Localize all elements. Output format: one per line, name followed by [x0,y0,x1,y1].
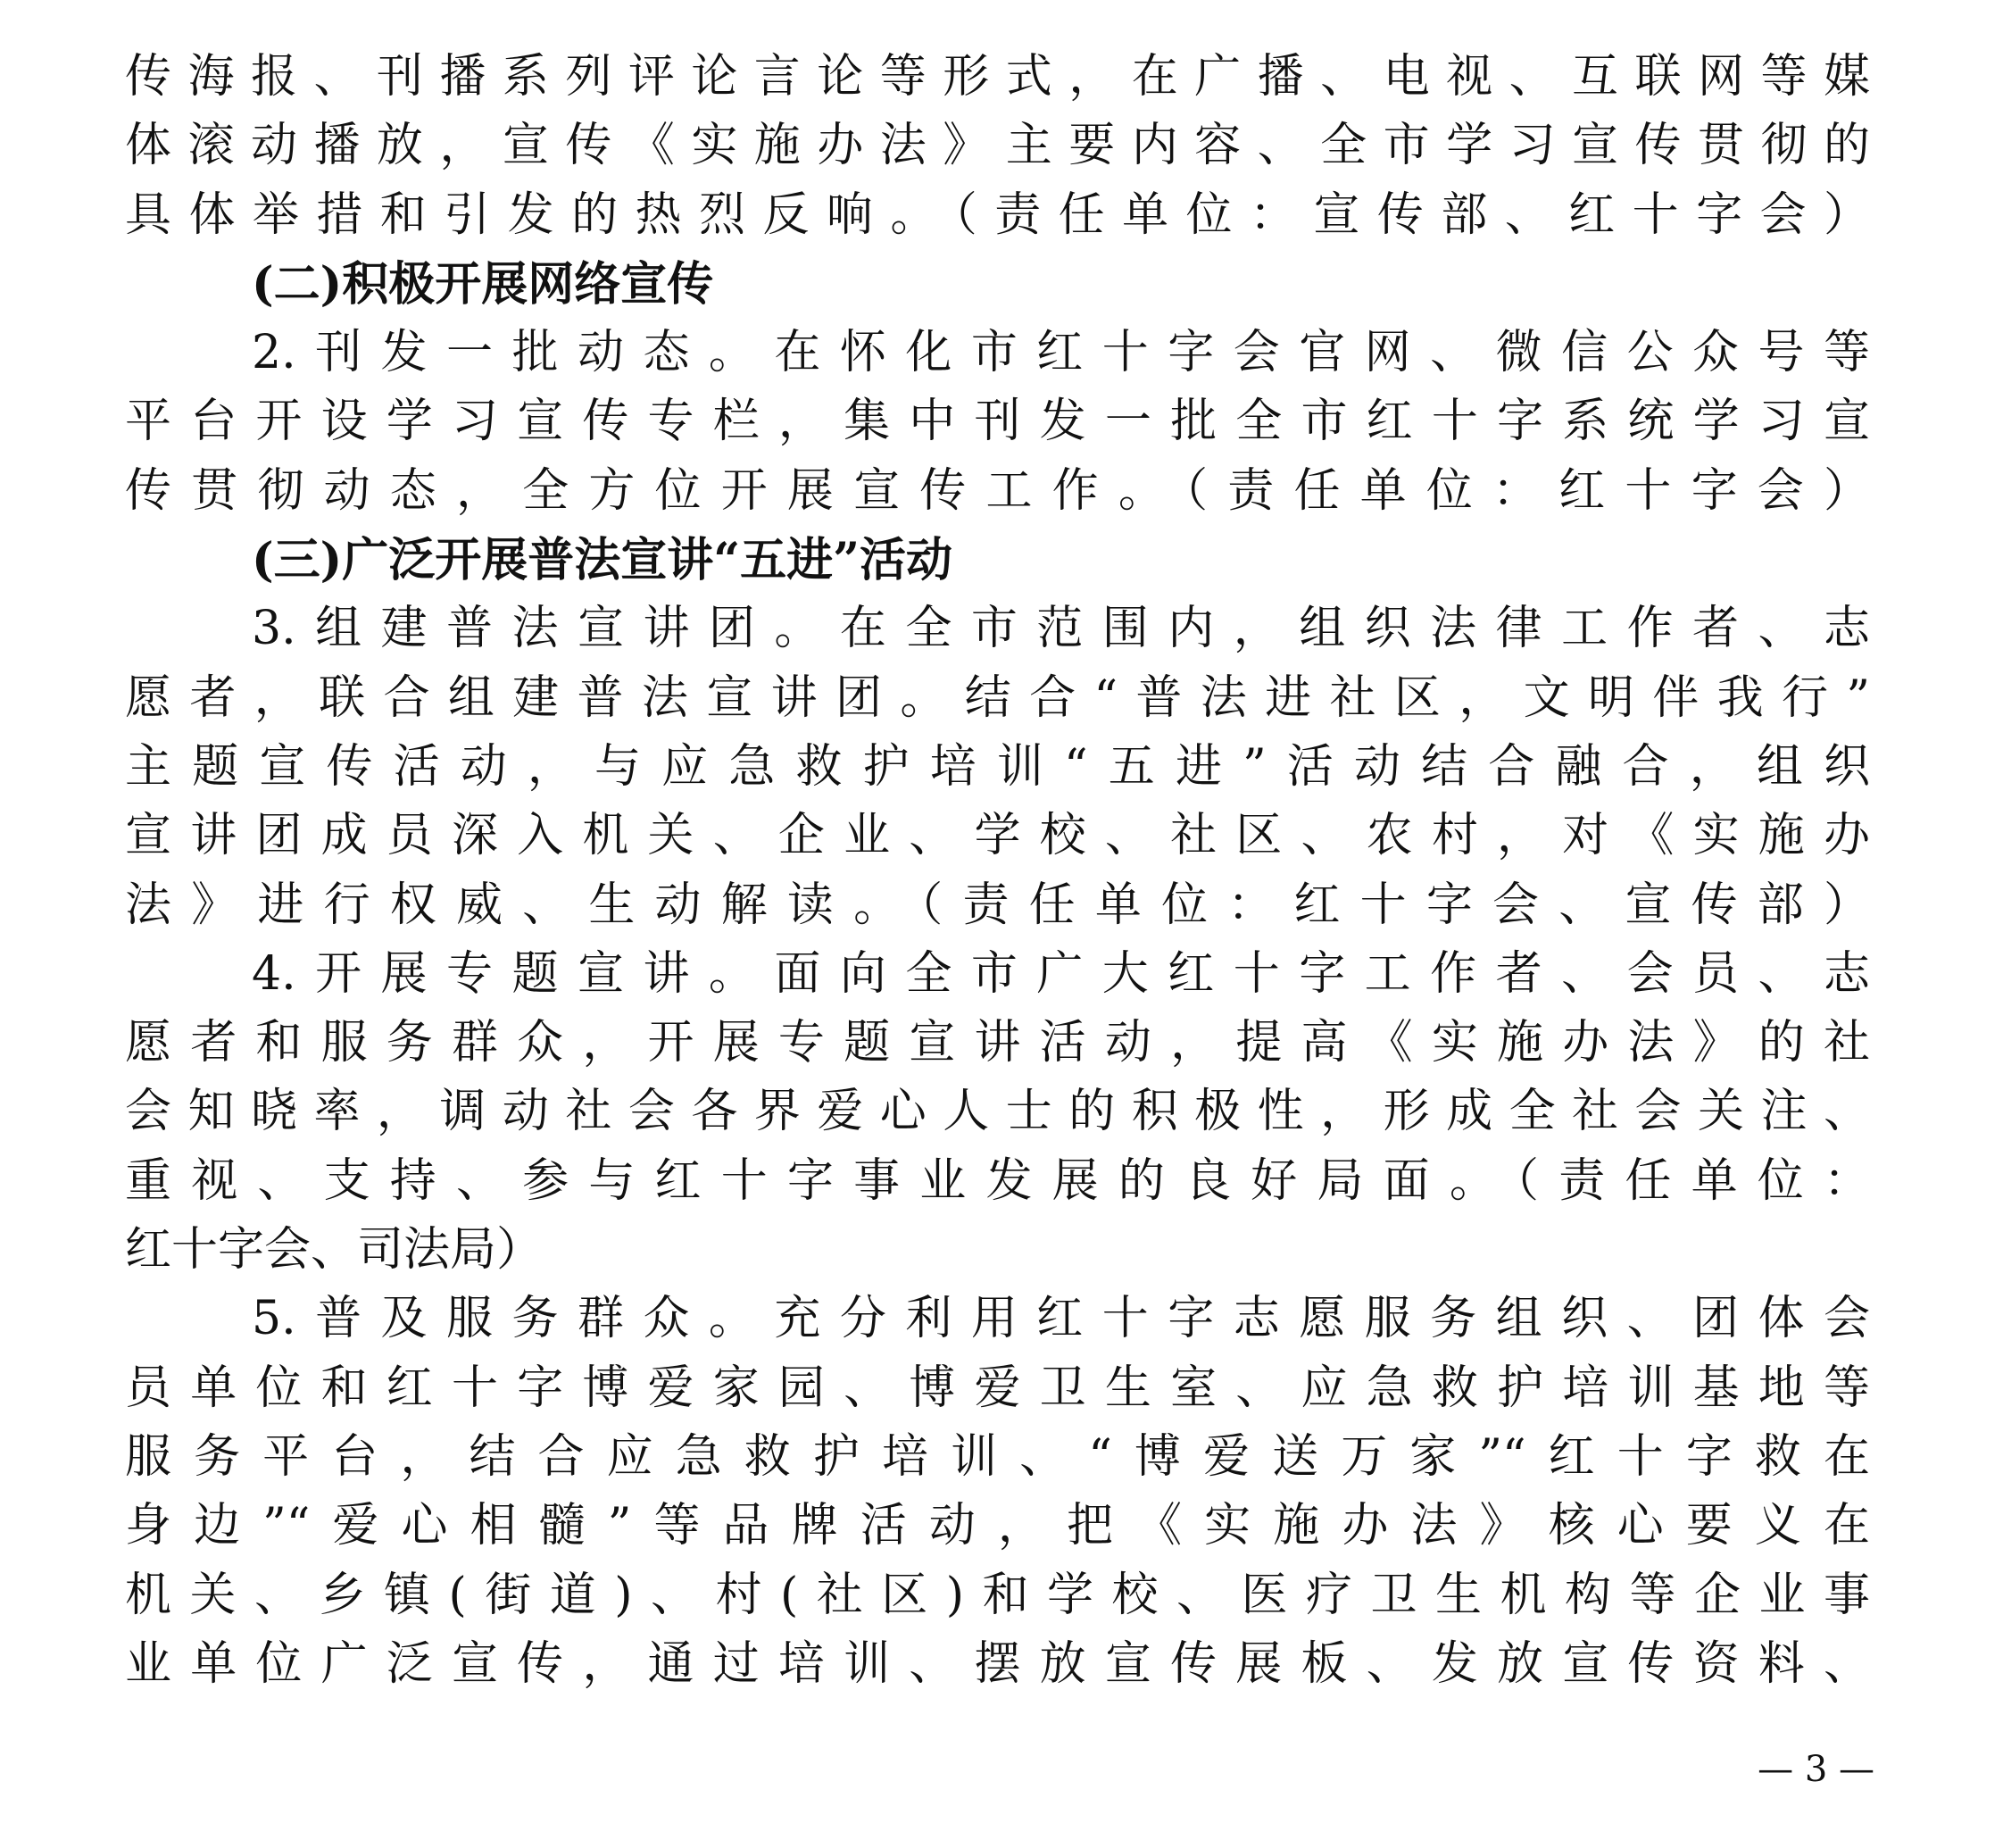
paragraph-5-line-5: 机关、乡镇(街道)、村(社区)和学校、医疗卫生机构等企业事 [125,1568,1870,1622]
paragraph-5-line-1: 5.普及服务群众。充分利用红十字志愿服务组织、团体会 [252,1292,1870,1346]
section-heading-2: (二)积极开展网络宣传 [252,256,714,312]
paragraph-2-line-2: 平台开设学习宣传专栏，集中刊发一批全市红十字系统学习宣 [125,395,1870,449]
paragraph-5-line-3: 服务平台，结合应急救护培训、“博爱送万家”“红十字救在 [125,1429,1870,1484]
paragraph-2-line-3: 传贯彻动态，全方位开展宣传工作。（责任单位：红十字会） [125,463,1870,518]
paragraph-2-line-1: 2.刊发一批动态。在怀化市红十字会官网、微信公众号等 [252,326,1870,380]
text-line-3: 具体举措和引发的热烈反响。（责任单位：宣传部、红十字会） [125,187,1870,242]
page-number: — 3 — [1758,1749,1874,1790]
paragraph-5-line-2: 员单位和红十字博爱家园、博爱卫生室、应急救护培训基地等 [125,1361,1870,1415]
paragraph-3-line-5: 法》进行权威、生动解读。（责任单位：红十字会、宣传部） [125,878,1870,932]
paragraph-4-line-1: 4.开展专题宣讲。面向全市广大红十字工作者、会员、志 [252,946,1870,1001]
paragraph-5-line-6: 业单位广泛宣传，通过培训、摆放宣传展板、发放宣传资料、 [125,1636,1870,1691]
section-heading-3: (三)广泛开展普法宣讲“五进”活动 [252,533,953,588]
paragraph-3-line-1: 3.组建普法宣讲团。在全市范围内，组织法律工作者、志 [252,602,1870,656]
paragraph-4-line-4: 重视、支持、参与红十字事业发展的良好局面。（责任单位： [125,1153,1870,1208]
paragraph-4-line-2: 愿者和服务群众，开展专题宣讲活动，提高《实施办法》的社 [125,1016,1870,1070]
paragraph-3-line-4: 宣讲团成员深入机关、企业、学校、社区、农村，对《实施办 [125,809,1870,863]
text-line-1: 传海报、刊播系列评论言论等形式，在广播、电视、互联网等媒 [125,50,1870,104]
paragraph-3-line-3: 主题宣传活动，与应急救护培训“五进”活动结合融合，组织 [125,739,1870,794]
text-line-2: 体滚动播放，宣传《实施办法》主要内容、全市学习宣传贯彻的 [125,119,1870,173]
paragraph-4-line-5: 红十字会、司法局） [125,1223,544,1278]
paragraph-3-line-2: 愿者，联合组建普法宣讲团。结合“普法进社区，文明伴我行” [125,670,1870,725]
paragraph-4-line-3: 会知晓率，调动社会各界爱心人士的积极性，形成全社会关注、 [125,1085,1870,1139]
paragraph-5-line-4: 身边”“爱心相髓”等品牌活动，把《实施办法》核心要义在 [125,1499,1870,1553]
document-body [125,43,1870,1699]
